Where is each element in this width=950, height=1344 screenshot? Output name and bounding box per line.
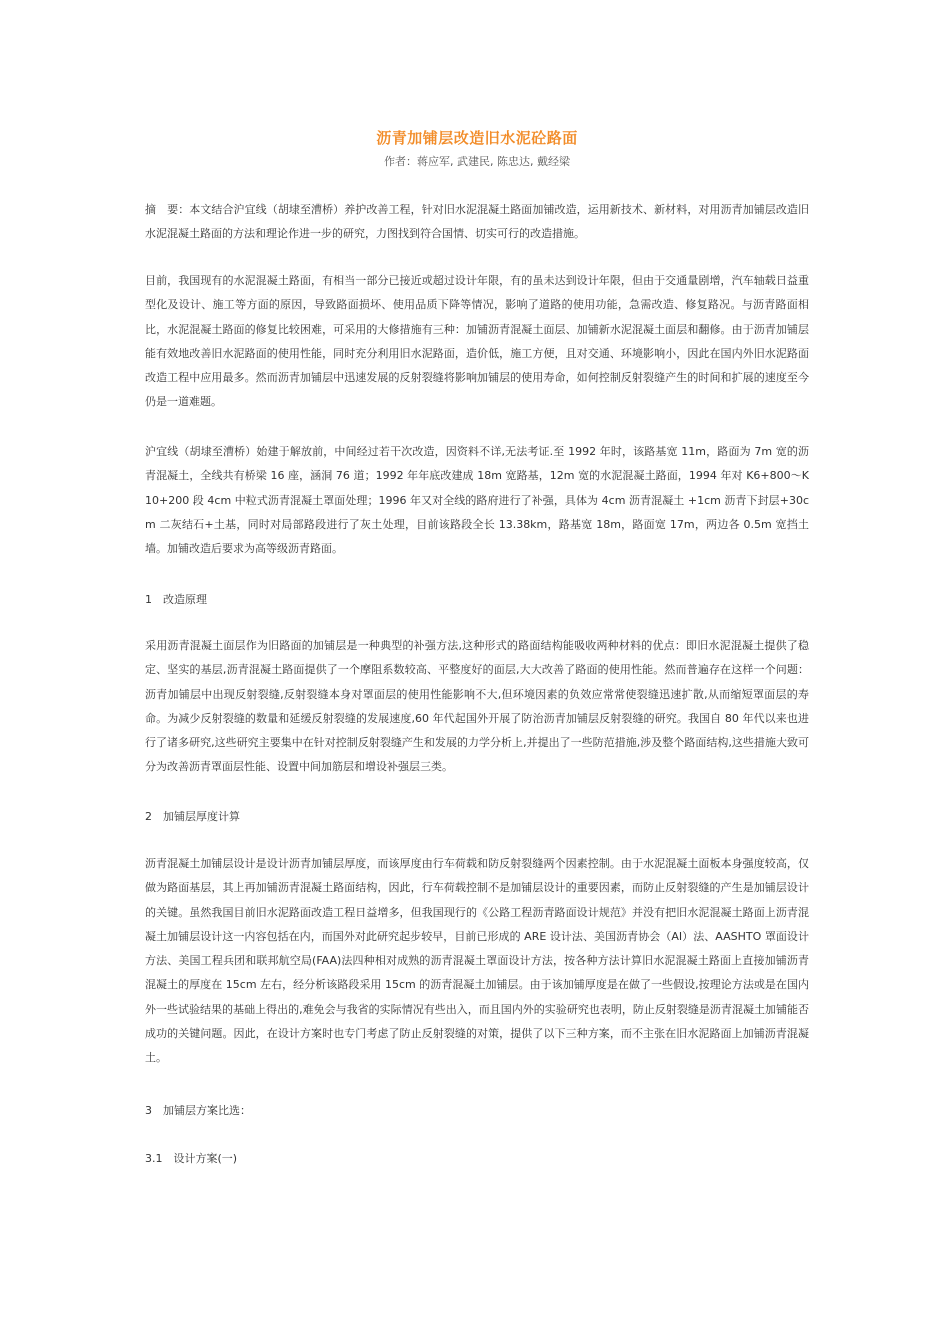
intro-paragraph-1: 目前，我国现有的水泥混凝土路面，有相当一部分已接近或超过设计年限，有的虽未达到设计年限，但由于交通量剧增，汽车轴载日益重型化及设计、施工等方面的原因，导致路面损坏、使用品质下降等情况，影响了道路的使用功能，急需改造、修复路况。与沥青路面相比，水泥混凝土路面的修复比较困难，可采用的大修措施有三种：加铺沥青混凝土面层、加铺新水泥混凝土面层和翻修。由于沥青加铺层能有效地改善旧水泥路面的使用性能，同时充分利用旧水泥路面，造价低，施工方便，且对交通、环境影响小，因此在国内外旧水泥路面改造工程中应用最多。然而沥青加铺层中迅速发展的反射裂缝将影响加铺层的使用寿命，如何控制反射裂缝产生的时间和扩展的速度至今仍是一道难题。 bbox=[145, 274, 809, 409]
section-2-body: 沥青混凝土加铺层设计是设计沥青加铺层厚度，而该厚度由行车荷载和防反射裂缝两个因素控制。由于水泥混凝土面板本身强度较高，仅做为路面基层，其上再加铺沥青混凝土路面结构，因此，行车荷载控制不是加铺层设计的重要因素，而防止反射裂缝的产生是加铺层设计的关键。虽然我国目前旧水泥路面改造工程日益增多，但我国现行的《公路工程沥青路面设计规范》并没有把旧水泥混凝土路面上沥青混凝土加铺层设计这一内容包括在内，而国外对此研究起步较早，目前已形成的 ARE 设计法、美国沥青协会（AI）法、AASHTO 罩面设计方法、美国工程兵团和联邦航空局(FAA)法四种相对成熟的沥青混凝土罩面设计方法，按各种方法计算旧水泥混凝土路面上直接加铺沥青混凝土的厚度在 15cm 左右，经分析该路段采用 15cm 的沥青混凝土加铺层。由于该加铺厚度是在做了一些假设,按理论方法或是在国内外一些试验结果的基础上得出的,难免会与我省的实际情况有些出入，而且国内外的实验研究也表明，防止反射裂缝是沥青混凝土加铺能否成功的关键问题。因此，在设计方案时也专门考虑了防止反射裂缝的对策，提供了以下三种方案，而不主张在旧水泥路面上加铺沥青混凝土。 bbox=[145, 857, 809, 1065]
section-1-heading: 1 改造原理 bbox=[145, 593, 207, 606]
article-title: 沥青加铺层改造旧水泥砼路面 bbox=[376, 129, 578, 147]
abstract-paragraph: 摘 要：本文结合沪宜线（胡埭至漕桥）养护改善工程，针对旧水泥混凝土路面加铺改造，运用新技术、新材料，对用沥青加铺层改造旧水泥混凝土路面的方法和理论作进一步的研究，力图找到符合国情、切实可行的改造措施。 bbox=[145, 203, 809, 241]
article-authors: 作者：蒋应军, 武建民, 陈忠达, 戴经梁 bbox=[384, 155, 570, 168]
section-3-1-heading: 3.1 设计方案(一) bbox=[145, 1152, 238, 1165]
section-1-body: 采用沥青混凝土面层作为旧路面的加铺层是一种典型的补强方法,这种形式的路面结构能吸收两种材料的优点：即旧水泥混凝土提供了稳定、坚实的基层,沥青混凝土路面提供了一个摩阻系数较高、平整度好的面层,大大改善了路面的使用性能。然而普遍存在这样一个问题：沥青加铺层中出现反射裂缝,反射裂缝本身对罩面层的使用性能影响不大,但环境因素的负效应常常使裂缝迅速扩散,从而缩短罩面层的寿命。为减少反射裂缝的数量和延缓反射裂缝的发展速度,60 年代起国外开展了防治沥青加铺层反射裂缝的研究。我国自 80 年代以来也进行了诸多研究,这些研究主要集中在针对控制反射裂缝产生和发展的力学分析上,并提出了一些防范措施,涉及整个路面结构,这些措施大致可分为改善沥青罩面层性能、设置中间加筋层和增设补强层三类。 bbox=[145, 639, 809, 774]
intro-paragraph-2: 沪宜线（胡埭至漕桥）始建于解放前，中间经过若干次改造，因资料不详,无法考证.至 1992 年时，该路基宽 11m，路面为 7m 宽的沥青混凝土，全线共有桥梁 16 座，涵洞 76 道；1992 年年底改建成 18m 宽路基，12m 宽的水泥混凝土路面，1994 年对 K6+800～K10+200 段 4cm 中粒式沥青混凝土罩面处理；1996 年又对全线的路府进行了补强，具体为 4cm 沥青混凝土 +1cm 沥青下封层+30cm 二灰结石+土基，同时对局部路段进行了灰土处理，目前该路段全长 13.38km，路基宽 18m，路面宽 17m，两边各 0.5m 宽挡土墙。加铺改造后要求为高等级沥青路面。 bbox=[145, 445, 809, 556]
section-3-heading: 3 加铺层方案比选： bbox=[145, 1104, 251, 1117]
section-2-heading: 2 加铺层厚度计算 bbox=[145, 810, 240, 823]
